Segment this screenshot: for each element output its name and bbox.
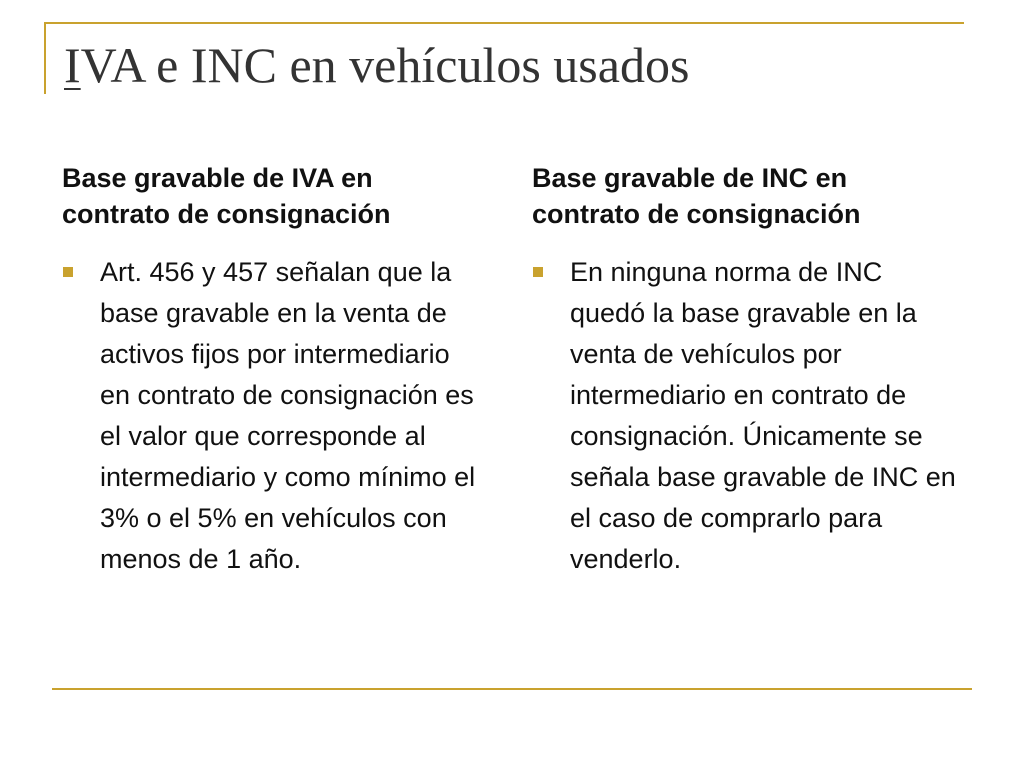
- left-bullet-item: [62, 252, 482, 580]
- left-bullet-text: Art. 456 y 457 señalan que la base gravable en la venta de activos fijos por intermediario en contrato de consignación es el valor que corresponde al intermediario y como mínimo el 3% o el 5% en vehículos con menos de 1 año.: [100, 257, 476, 574]
- slide-title-rest: VA e INC en vehículos usados: [80, 37, 690, 93]
- frame-top-line: [44, 22, 964, 24]
- frame-left-line: [44, 22, 46, 94]
- right-bullet-item: [532, 252, 962, 580]
- right-column-heading: Base gravable de INC en contrato de consignación: [532, 163, 861, 229]
- left-column-heading: Base gravable de IVA en contrato de consignación: [62, 163, 391, 229]
- left-column: [62, 160, 482, 580]
- square-bullet-icon: [533, 267, 543, 277]
- frame-bottom-line: [52, 688, 972, 690]
- square-bullet-icon: [63, 267, 73, 277]
- right-bullet-text: En ninguna norma de INC quedó la base gravable en la venta de vehículos por intermediario en contrato de consignación. Únicamente se señala base gravable de INC en el caso de comprarlo para venderlo.: [570, 257, 956, 574]
- right-column: [532, 160, 962, 580]
- slide-title: [64, 38, 689, 93]
- slide-title-first-letter: I: [64, 37, 81, 93]
